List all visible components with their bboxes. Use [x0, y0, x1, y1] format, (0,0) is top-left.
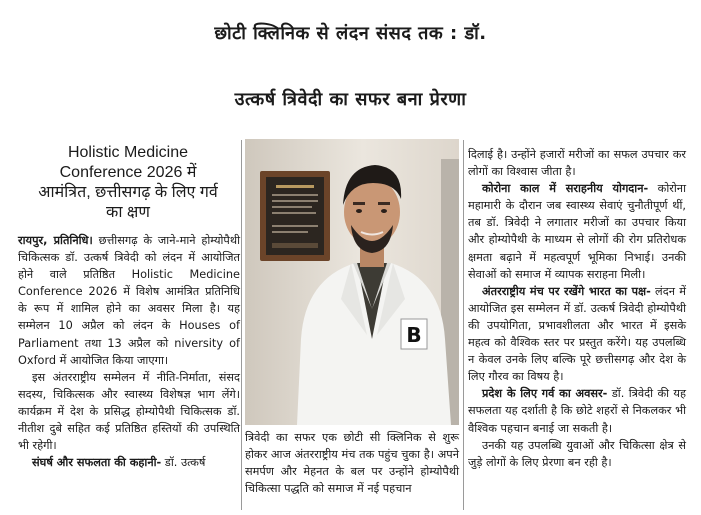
paragraph-text: लंदन में आयोजित इस सम्मेलन में डॉ. उत्कर्ष त्रिवेदी होम्योपैथी की उपयोगिता, प्रभावशीलता और भारत में इसके महत्व को वैश्विक स्तर पर प्रस्तुत करेंगे। यह उपलब्धि न केवल उनके लिए बल्कि पूरे छत्तीसगढ़ और देश के लिए गौरव का विषय है।	[468, 284, 686, 384]
article-paragraph	[468, 146, 686, 180]
article-paragraph	[468, 385, 686, 436]
dateline: रायपुर, प्रतिनिधि।	[18, 234, 93, 247]
subheadline-line-4: का क्षण	[106, 204, 150, 221]
subheadline	[18, 143, 238, 223]
article-paragraph	[18, 232, 240, 369]
paragraph-text: उनकी यह उपलब्धि युवाओं और चिकित्सा क्षेत्र से जुड़े लोगों के लिए प्रेरणा बन रही है।	[468, 438, 686, 469]
section-lead: संघर्ष और सफलता की कहानी-	[32, 456, 162, 470]
subheadline-line-3: आमंत्रित, छत्तीसगढ़ के लिए गर्व	[38, 184, 218, 201]
column-divider-left	[241, 140, 242, 510]
article-paragraph	[468, 283, 686, 386]
article-paragraph	[18, 369, 240, 454]
doctor-photo	[245, 139, 459, 425]
section-lead: प्रदेश के लिए गर्व का अवसर-	[482, 387, 608, 401]
subheadline-line-1: Holistic Medicine	[67, 144, 189, 161]
paragraph-text: कोरोना महामारी के दौरान जब स्वास्थ्य सेवाएं चुनौतीपूर्ण थीं, तब डॉ. त्रिवेदी ने लगातार मरीजों का उपचार किया और होम्योपैथी के माध्यम से लोगों की रोग प्रतिरोधक क्षमता बढ़ाने में महत्वपूर्ण भूमिका निभाई। उनकी सेवाओं को समाज में व्यापक सराहना मिली।	[468, 182, 687, 281]
article-paragraph	[18, 454, 240, 471]
article-column-right	[468, 146, 686, 471]
paragraph-text: दिलाई है। उन्होंने हजारों मरीजों का सफल उपचार कर लोगों का विश्वास जीता है।	[468, 148, 686, 179]
paragraph-text: त्रिवेदी का सफर एक छोटी सी क्लिनिक से शुरू होकर आज अंतरराष्ट्रीय मंच तक पहुंच चुका है। अपने समर्पण और मेहनत के बल पर उन्होंने होम्योपैथी चिकित्सा पद्धति को समाज में नई पहचान	[245, 431, 459, 496]
paragraph-text: इस अंतरराष्ट्रीय सम्मेलन में नीति-निर्माता, संसद सदस्य, चिकित्सक और स्वास्थ्य विशेषज्ञ भाग लेंगे। कार्यक्रम में देश के प्रसिद्ध होम्योपैथी चिकित्सक डॉ. नीतीश दुबे सहित कई प्रतिष्ठित हस्तियों की उपस्थिति भी रहेगी।	[18, 370, 240, 453]
column-divider-right	[463, 140, 464, 510]
award-plaque	[260, 171, 330, 261]
article-paragraph	[468, 180, 686, 283]
article-column-left	[18, 232, 240, 471]
article-column-middle	[245, 429, 459, 497]
headline-line-1: छोटी क्लिनिक से लंदन संसद तक : डॉ.	[214, 23, 487, 44]
paragraph-text: डॉ. उत्कर्ष	[161, 456, 206, 470]
section-lead: कोरोना काल में सराहनीय योगदान-	[482, 182, 649, 196]
paragraph-text: छत्तीसगढ़ के जाने-माने होम्योपैथी चिकित्सक डॉ. उत्कर्ष त्रिवेदी को लंदन में आयोजित होने वाले प्रतिष्ठित Holistic Medicine Conference 2026 में विशेष आमंत्रित प्रतिनिधि के रूप में शामिल होने का अवसर मिला है। यह सम्मेलन 10 अप्रैल को लंदन के Houses of Parliament तथा 13 अप्रैल को niversity of Oxford में आयोजित किया जाएगा।	[18, 234, 240, 367]
headline-line-2: उत्कर्ष त्रिवेदी का सफर बना प्रेरणा	[234, 89, 467, 110]
section-lead: अंतरराष्ट्रीय मंच पर रखेंगे भारत का पक्ष-	[482, 284, 651, 298]
article-paragraph	[468, 437, 686, 471]
subheadline-line-2: Conference 2026 में	[59, 164, 197, 181]
paragraph-text: डॉ. त्रिवेदी की यह सफलता यह दर्शाती है कि छोटे शहरों से निकलकर भी वैश्विक पहचान बनाई जा सकती है।	[468, 387, 686, 435]
article-paragraph	[245, 429, 459, 497]
logo-badge: B	[406, 323, 422, 347]
